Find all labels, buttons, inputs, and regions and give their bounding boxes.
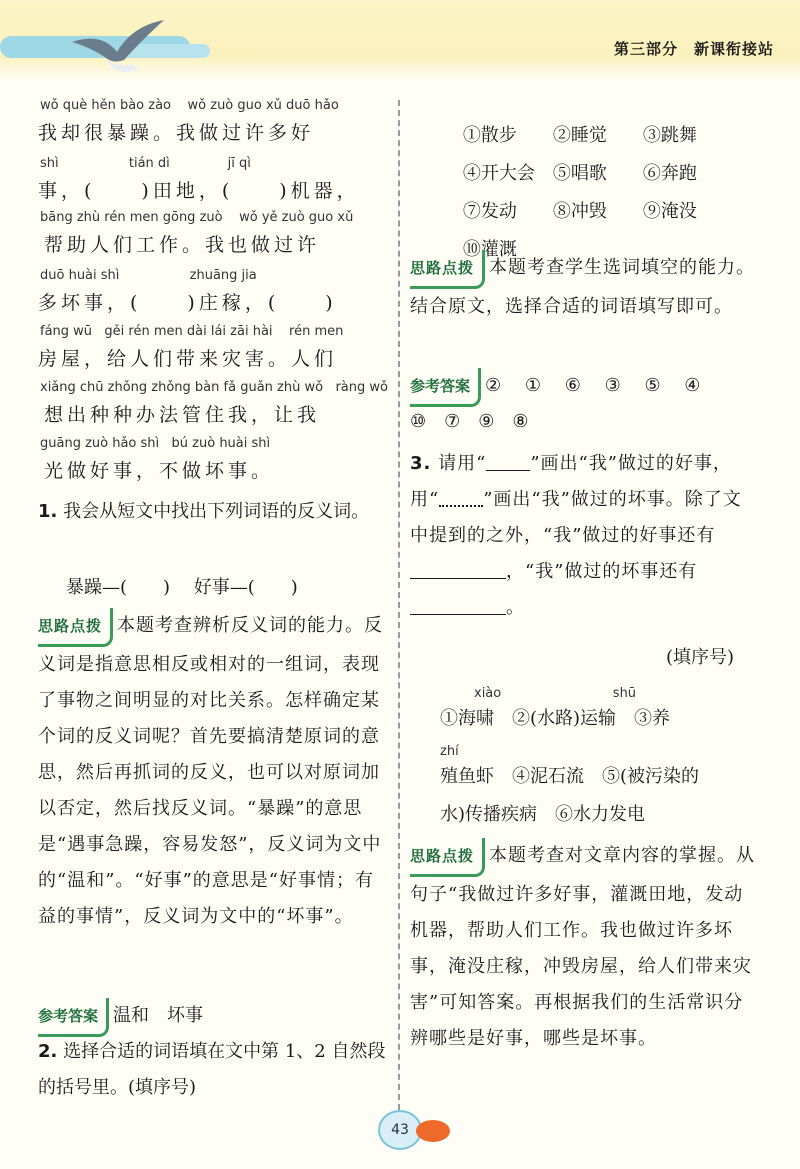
pinyin-line: shì tián dì jī qì bbox=[40, 156, 251, 171]
fish-icon bbox=[416, 1120, 450, 1142]
pinyin-line: xiào shū bbox=[474, 686, 637, 701]
question-1-items: 暴躁—( ) 好事—( ) bbox=[66, 577, 298, 598]
question-2 bbox=[38, 1034, 388, 1106]
pinyin-line: duō huài shì zhuāng jia bbox=[40, 268, 257, 283]
option: ④开大会 bbox=[462, 163, 535, 184]
hint-tag: 思路点拨 bbox=[410, 250, 485, 289]
option: ⑨淹没 bbox=[642, 201, 697, 222]
question-text: 请用“ bbox=[438, 453, 487, 474]
page-number: 43 bbox=[378, 1110, 422, 1150]
passage-line: 多坏事，( )庄稼，( ) bbox=[38, 292, 337, 314]
answer-text: ② ① ⑥ ③ ⑤ ④ bbox=[485, 375, 701, 396]
option-row: 殖鱼虾 ④泥石流 ⑤(被污染的 bbox=[440, 766, 700, 787]
question-number: 2. bbox=[38, 1041, 58, 1062]
option: ⑧冲毁 bbox=[552, 201, 607, 222]
question-text: ，“我”做过的坏事还有 bbox=[506, 561, 698, 582]
question-number: 3. bbox=[410, 453, 432, 474]
question-1 bbox=[38, 494, 388, 530]
question-text: ”画出“我”做过的坏事。除了文中提到的之外，“我”做过的好事还有 bbox=[410, 489, 742, 546]
passage-line: 光做好事，不做坏事。 bbox=[44, 460, 275, 482]
straight-line-mark bbox=[486, 457, 530, 471]
answer-block-2: ⑩ ⑦ ⑨ ⑧ bbox=[410, 411, 529, 432]
hint-text: 本题考查对文章内容的掌握。从句子“我做过许多好事，灌溉田地，发动机器，帮助人们工作。我也做过许多坏事，淹没庄稼，冲毁房屋，给人们带来灾害”可知答案。再根据我们的生活常识分辨哪些是好事，哪些是坏事。 bbox=[410, 845, 756, 1049]
pinyin-line: bāng zhù rén men gōng zuò wǒ yě zuò guo xǔ bbox=[40, 210, 354, 225]
passage-line: 我却很暴躁。我做过许多好 bbox=[38, 122, 315, 144]
option-row: ①海啸 ②(水路)运输 ③养 bbox=[440, 708, 671, 729]
option: ②睡觉 bbox=[552, 125, 607, 146]
option: ⑥奔跑 bbox=[642, 163, 697, 184]
hint-tag: 思路点拨 bbox=[410, 838, 485, 877]
option: ⑩灌溉 bbox=[462, 239, 517, 260]
passage-line: 事，( )田地，( )机器， bbox=[38, 180, 360, 202]
question-text: 。 bbox=[506, 597, 525, 618]
seagull-icon bbox=[62, 14, 172, 84]
question-3 bbox=[410, 446, 755, 626]
option: ③跳舞 bbox=[642, 125, 697, 146]
question-number: 1. bbox=[38, 501, 58, 522]
answer-blank[interactable] bbox=[410, 597, 506, 615]
page-header bbox=[0, 0, 800, 80]
passage-line: 帮助人们工作。我也做过许 bbox=[44, 234, 321, 256]
column-divider bbox=[398, 100, 400, 1110]
question-text: ”画出“我”做过的好事，用“ bbox=[410, 453, 732, 510]
pinyin-line: xiǎng chū zhǒng zhǒng bàn fǎ guǎn zhù wǒ ràng wǒ bbox=[40, 380, 388, 395]
hint-block bbox=[410, 838, 755, 1057]
passage-line: 房屋，给人们带来灾害。人们 bbox=[38, 348, 338, 370]
option: ①散步 bbox=[462, 125, 517, 146]
question-prompt: 我会从短文中找出下列词语的反义词。 bbox=[63, 501, 370, 522]
pinyin-line: wǒ què hěn bào zào wǒ zuò guo xǔ duō hǎo bbox=[40, 98, 339, 113]
hint-text: 本题考查辨析反义词的能力。反义词是指意思相反或相对的一组词，表现了事物之间明显的对比关系。怎样确定某个词的反义词呢？首先要搞清楚原词的意思，然后再抓词的反义，也可以对原词加以否定，然后找反义词。“暴躁”的意思是“遇事急躁，容易发怒”，反义词为文中的“温和”。“好事”的意思是“好事情；有益的事情”，反义词为文中的“坏事”。 bbox=[38, 615, 384, 927]
section-title: 第三部分 新课衔接站 bbox=[613, 40, 774, 58]
pinyin-line: zhí bbox=[440, 744, 459, 759]
fill-note: (填序号) bbox=[666, 647, 735, 668]
answer-block bbox=[38, 998, 388, 1037]
pinyin-line: guāng zuò hǎo shì bú zuò huài shì bbox=[40, 436, 271, 451]
question-prompt: 选择合适的词语填在文中第 1、2 自然段的括号里。(填序号) bbox=[38, 1041, 386, 1098]
answer-text: 温和 坏事 bbox=[113, 1005, 204, 1026]
answer-block bbox=[410, 368, 755, 407]
option: ⑤唱歌 bbox=[552, 163, 607, 184]
wavy-line-mark bbox=[439, 493, 483, 507]
option: ⑦发动 bbox=[462, 201, 517, 222]
answer-tag: 参考答案 bbox=[38, 998, 109, 1037]
passage-line: 想出种种办法管住我，让我 bbox=[44, 404, 321, 426]
answer-blank[interactable] bbox=[410, 561, 506, 579]
hint-block bbox=[410, 250, 755, 325]
option-row: 水)传播疾病 ⑥水力发电 bbox=[440, 804, 646, 825]
answer-tag: 参考答案 bbox=[410, 368, 481, 407]
hint-block bbox=[38, 608, 388, 935]
hint-text: 本题考查学生选词填空的能力。结合原文，选择合适的词语填写即可。 bbox=[410, 257, 756, 317]
pinyin-line: fáng wū gěi rén men dài lái zāi hài rén men bbox=[40, 324, 344, 339]
hint-tag: 思路点拨 bbox=[38, 608, 113, 647]
